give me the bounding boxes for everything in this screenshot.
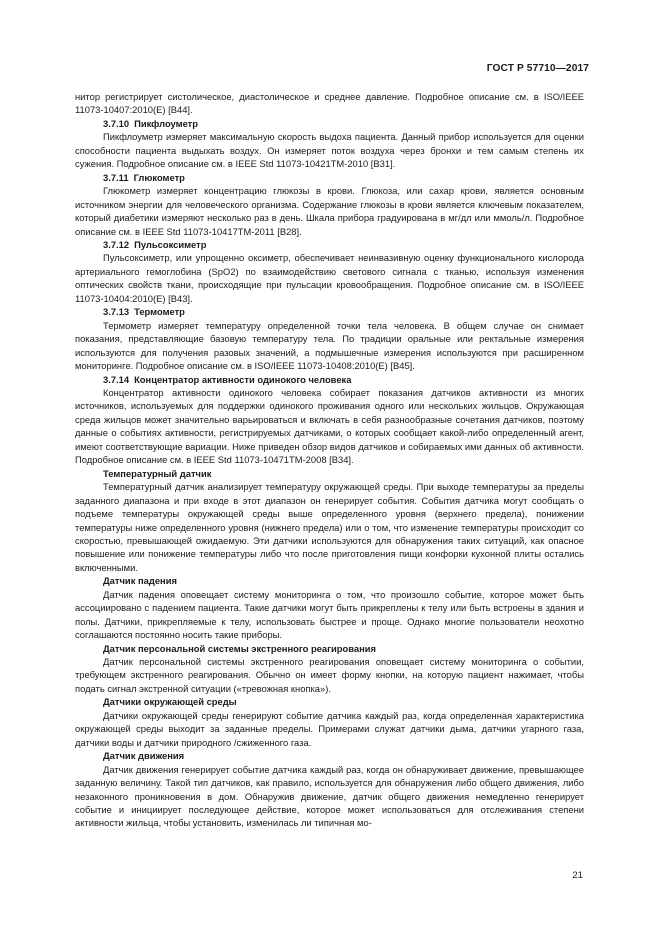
section-3-7-11	[75, 171, 584, 238]
section-number: 3.7.14	[103, 373, 130, 385]
section-number: 3.7.11	[103, 171, 129, 183]
intro-paragraph: нитор регистрирует систолическое, диастолическое и среднее давление. Подробное описание см. в ISO/IEEE 11073-10407:2010(E) [B44].	[75, 91, 584, 116]
subsection-body: Датчик падения оповещает систему мониторинга о том, что произошло событие, которое может быть ассоциировано с падением пациента. Такие датчики могут быть прикреплены к телу или быть встроены в здания и полы. Датчики, прикрепляемые к телу, использовать быстрее и проще. Однако многие пользователи неохотно соглашаются постоянно носить такие приборы.	[75, 588, 584, 641]
subsection-body: Датчик движения генерирует событие датчика каждый раз, когда он обнаруживает движение, превышающее заданную величину. Такой тип датчиков, как правило, используется для обнаружения либо общего движения, либо незаконного проникновения в дом. Обнаружив движение, датчик общего движения немедленно генерирует событие и инициирует последующее действие, которое может использоваться для отслеживания степени активности жильца, чтобы установить, изменилась ли типичная мо-	[75, 763, 584, 829]
subsection-body: Датчики окружающей среды генерируют событие датчика каждый раз, когда определенная характеристика окружающей среды выходит за заданные пределы. Примерами служат датчики дыма, датчики угарного газа, датчики воды и датчики природного /сжиженного газа.	[75, 709, 584, 748]
section-body: Глюкометр измеряет концентрацию глюкозы в крови. Глюкоза, или сахар крови, является основным источником энергии для человеческого организма. Содержание глюкозы в крови является ключевым показателем, который диабетики измеряют несколько раз в день. Шкала прибора градуирована в мг/дл или ммоль/л. Подробное описание см. в IEEE Std 11073-10417TM-2011 [B28].	[75, 185, 584, 237]
section-number: 3.7.10	[103, 117, 130, 129]
section-title: Пикфлоуметр	[134, 117, 198, 129]
subsection-fall-sensor	[75, 574, 584, 641]
subsection-heading: Датчик падения	[103, 575, 177, 587]
subsection-temperature-sensor	[75, 467, 584, 575]
section-heading	[75, 238, 584, 251]
subsection-body: Температурный датчик анализирует температуру окружающей среды. При выходе температуры за пределы заданного диапазона и при входе в этот диапазон он генерирует события. События датчика могут сообщать о подъеме температуры окружающей среды выше определенного уровня (верхнего предела), понижении температуры ниже определенного уровня (нижнего предела) или о том, что изменение температуры происходит со скоростью, превышающей ожидаемую. Эти датчики используются для обнаружения таких ситуаций, как опасное повышение или понижение температуры либо что после приготовления пищи конфорки кухонной плиты остались включенными.	[75, 481, 584, 573]
page-content	[75, 90, 584, 830]
standard-header: ГОСТ Р 57710—2017	[486, 63, 589, 74]
page-number: 21	[572, 870, 583, 881]
section-3-7-12	[75, 238, 584, 305]
section-title: Концентратор активности одинокого человека	[134, 373, 352, 385]
section-heading	[75, 373, 584, 386]
subsection-heading: Датчик персональной системы экстренного реагирования	[103, 642, 376, 654]
section-number: 3.7.13	[103, 306, 130, 318]
subsection-motion-sensor	[75, 749, 584, 830]
section-title: Термометр	[134, 306, 185, 318]
section-3-7-14	[75, 373, 584, 467]
section-number: 3.7.12	[103, 238, 130, 250]
subsection-heading: Датчики окружающей среды	[103, 696, 237, 708]
section-3-7-10	[75, 117, 584, 171]
subsection-pers-sensor	[75, 642, 584, 696]
section-title: Глюкометр	[133, 171, 185, 183]
section-body: Концентратор активности одинокого человека собирает показания датчиков активности из многих источников, используемых для поддержки одинокого проживания одного или нескольких жильцов. Окружающая среда жильцов может значительно варьироваться и включать в себя разнообразные сочетания датчиков, поэтому данные о событиях активности, регистрируемых датчиками, о которых сообщает какой-либо определенный агент, имеют соответствующие вариации. Ниже приведен обзор видов датчиков и собираемых ими данных об активности. Подробное описание см. в IEEE Std 11073-10471TM-2008 [B34].	[75, 386, 584, 466]
section-title: Пульсоксиметр	[134, 238, 207, 250]
section-heading	[75, 171, 584, 184]
section-heading	[75, 305, 584, 318]
section-body: Термометр измеряет температуру определенной точки тела человека. В общем случае он снимает показания, представляющие базовую температуру тела. По традиции оральные или ректальные измерения используются для получения разовых значений, а подмышечные измерения используются при расширенном мониторинге. Подробное описание см. в ISO/IEEE 11073-10408:2010(E) [B45].	[75, 319, 584, 372]
subsection-body: Датчик персональной системы экстренного реагирования оповещает систему мониторинга о событии, требующем экстренного реагирования. Обычно он имеет форму кнопки, на которую пациент нажимает, чтобы подать сигнал экстренной ситуации («тревожная кнопка»).	[75, 656, 584, 694]
subsection-heading: Температурный датчик	[103, 467, 212, 479]
section-body: Пульсоксиметр, или упрощенно оксиметр, обеспечивает неинвазивную оценку функционального кислорода артериального гемоглобина (SpO2) по взаимодействию светового сигнала с тканью, используя изменения оптических свойств ткани, происходящие при пульсации кровообращения. Подробное описание см. в ISO/IEEE 11073-10404:2010(E) [B43].	[75, 252, 584, 304]
section-heading	[75, 117, 584, 130]
subsection-environment-sensors	[75, 695, 584, 749]
section-body: Пикфлоуметр измеряет максимальную скорость выдоха пациента. Данный прибор используется для оценки способности пациента выдыхать воздух. Он измеряет поток воздуха через бронхи и тем самым степень их сужения. Подробное описание см. в IEEE Std 11073-10421TM-2010 [B31].	[75, 131, 584, 170]
subsection-heading: Датчик движения	[103, 750, 185, 762]
section-3-7-13	[75, 305, 584, 372]
